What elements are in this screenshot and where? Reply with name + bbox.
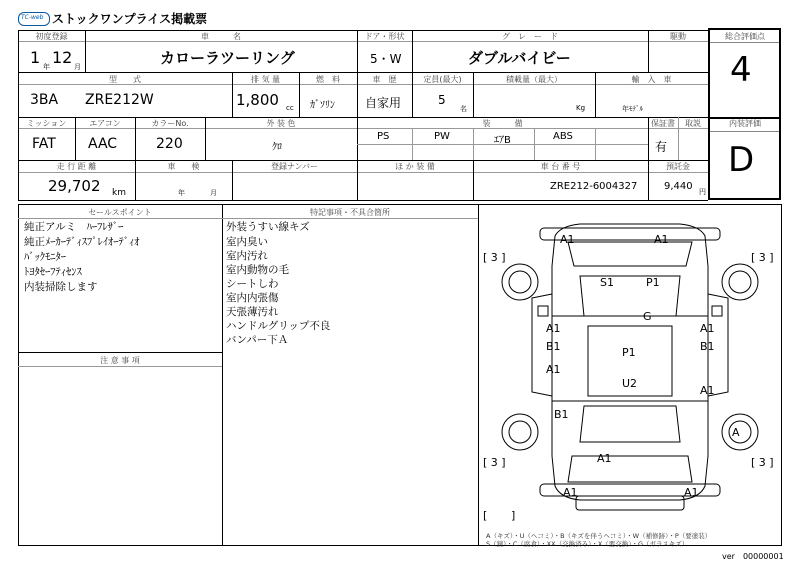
logo-text: TC-web bbox=[21, 14, 44, 21]
model-code: ZRE212W bbox=[85, 92, 154, 108]
page-title: ストックワンプライス掲載票 bbox=[52, 12, 208, 26]
damage-mark: P1 bbox=[646, 276, 660, 289]
mileage-label: 走 行 距 離 bbox=[56, 162, 97, 171]
sales-point-item: ﾊﾞｯｸﾓﾆﾀｰ bbox=[24, 251, 66, 263]
plate-label: 登録ナンバー bbox=[270, 162, 319, 171]
damage-mark: A1 bbox=[546, 322, 561, 335]
history-label: 車 歴 bbox=[372, 75, 397, 84]
aircon-value: AAC bbox=[88, 136, 118, 152]
import-model-year: 年ﾓﾃﾞﾙ bbox=[622, 105, 643, 113]
damage-mark: B1 bbox=[554, 408, 569, 421]
chassis-label: 車 台 番 号 bbox=[540, 162, 581, 171]
displacement-label: 排 気 量 bbox=[250, 75, 281, 84]
door-shape-value: 5・W bbox=[370, 52, 402, 66]
damage-mark: B1 bbox=[700, 340, 715, 353]
equipment-airbag: ｴｱB bbox=[494, 135, 511, 146]
first-reg-month: 1 bbox=[30, 48, 41, 67]
drive-label: 駆動 bbox=[670, 32, 686, 41]
bracket-label: [ 3 ] bbox=[483, 456, 506, 469]
overall-score-label: 総合評価点 bbox=[725, 32, 765, 41]
bracket-label: ] bbox=[511, 509, 516, 522]
equipment-pw: PW bbox=[434, 131, 450, 142]
special-notes-title: 特記事項・不具合箇所 bbox=[310, 208, 390, 217]
capacity-value: 5 bbox=[438, 93, 446, 107]
deposit-value: 9,440 bbox=[664, 181, 693, 192]
bracket-label: [ bbox=[483, 509, 488, 522]
model-label: 型 式 bbox=[109, 75, 141, 84]
damage-mark: A1 bbox=[684, 486, 699, 499]
capacity-label: 定員(最大) bbox=[423, 75, 462, 84]
inspection-label: 車 検 bbox=[167, 162, 200, 171]
damage-mark: S1 bbox=[600, 276, 614, 289]
car-name-label: 車 名 bbox=[201, 32, 241, 41]
fuel-label: 燃 料 bbox=[316, 75, 340, 84]
equipment-ps: PS bbox=[377, 131, 390, 142]
import-label: 輸 入 車 bbox=[631, 75, 672, 84]
damage-mark: A1 bbox=[700, 384, 715, 397]
version-label: ver 00000001 bbox=[722, 552, 784, 561]
grade-value: ダブルバイビー bbox=[468, 49, 571, 67]
inspection-month: 月 bbox=[210, 189, 217, 197]
equipment-abs: ABS bbox=[553, 131, 573, 142]
damage-mark: A1 bbox=[563, 486, 578, 499]
damage-mark: A bbox=[732, 426, 740, 439]
load-label: 積載量（最大） bbox=[506, 75, 562, 84]
deposit-unit: 円 bbox=[699, 188, 706, 196]
door-shape-label: ドア・形状 bbox=[364, 32, 405, 41]
special-note-item: 天張薄汚れ bbox=[226, 306, 279, 318]
sales-point-item: ﾄﾖﾀｾｰﾌﾃｨｾﾝｽ bbox=[24, 266, 82, 278]
damage-mark: P1 bbox=[622, 346, 636, 359]
inspection-year: 年 bbox=[178, 189, 185, 197]
sales-points-title: セールスポイント bbox=[88, 208, 152, 217]
damage-mark: A1 bbox=[700, 322, 715, 335]
car-damage-diagram bbox=[480, 206, 780, 526]
chassis-value: ZRE212-6004327 bbox=[550, 181, 638, 192]
damage-legend-line-1: A（キズ）・U（ヘコミ）・B（キズを伴うヘコミ）・W（補修跡）・P（要塗装） bbox=[486, 532, 712, 540]
capacity-unit: 名 bbox=[460, 105, 467, 113]
exterior-color-label: 外 装 色 bbox=[266, 119, 296, 128]
car-name-value: カローラツーリング bbox=[160, 49, 295, 67]
color-no-value: 220 bbox=[156, 136, 183, 152]
sales-point-item: 内装掃除します bbox=[24, 281, 98, 293]
damage-mark: A1 bbox=[560, 233, 575, 246]
sales-point-item: 純正ﾒｰｶｰﾃﾞｨｽﾌﾟﾚｲｵｰﾃﾞｨｵ bbox=[24, 236, 140, 248]
aircon-label: エアコン bbox=[89, 119, 121, 128]
logo bbox=[18, 12, 50, 26]
color-no-label: カラーNo. bbox=[151, 119, 189, 128]
first-reg-day: 12 bbox=[52, 48, 73, 67]
first-reg-year-unit: 年 bbox=[43, 63, 50, 71]
special-note-item: ハンドルグリップ不良 bbox=[226, 320, 331, 332]
special-note-item: 室内内張傷 bbox=[226, 292, 279, 304]
damage-mark: A1 bbox=[546, 363, 561, 376]
mission-value: FAT bbox=[32, 136, 56, 152]
warranty-label: 保証書 bbox=[651, 119, 675, 128]
special-note-item: 室内動物の毛 bbox=[226, 264, 289, 276]
damage-mark: G bbox=[643, 310, 652, 323]
sales-point-item: 純正アルミ ﾊｰﾌﾚｻﾞｰ bbox=[24, 221, 124, 233]
manual-label: 取説 bbox=[685, 119, 701, 128]
price-label: 預託金 bbox=[666, 162, 690, 171]
special-note-item: シートしわ bbox=[226, 278, 279, 290]
exterior-color-value: ｸﾛ bbox=[272, 142, 282, 153]
first-reg-label: 初度登録 bbox=[35, 32, 68, 41]
grade-label: グ レ ー ド bbox=[502, 32, 558, 41]
first-reg-month-unit: 月 bbox=[74, 63, 81, 71]
model-prefix: 3BA bbox=[30, 92, 59, 108]
load-unit: Kg bbox=[576, 104, 586, 112]
damage-mark: A1 bbox=[654, 233, 669, 246]
damage-mark: B1 bbox=[546, 340, 561, 353]
special-note-item: バンパー下Ａ bbox=[226, 334, 289, 346]
damage-mark: U2 bbox=[622, 377, 638, 390]
equipment-label: 装 備 bbox=[482, 119, 523, 128]
fuel-value: ｶﾞｿﾘﾝ bbox=[310, 100, 335, 111]
bracket-label: [ 3 ] bbox=[751, 251, 774, 264]
special-note-item: 室内汚れ bbox=[226, 250, 268, 262]
notes-title: 注 意 事 項 bbox=[100, 356, 140, 365]
mission-label: ミッション bbox=[26, 119, 67, 128]
displacement-value: 1,800 bbox=[236, 91, 279, 109]
history-value: 自家用 bbox=[365, 96, 402, 110]
displacement-unit: cc bbox=[286, 104, 294, 112]
interior-score-label: 内装評価 bbox=[729, 119, 761, 128]
mileage-value: 29,702 bbox=[48, 177, 101, 195]
bracket-label: [ 3 ] bbox=[751, 456, 774, 469]
damage-mark: A1 bbox=[597, 452, 612, 465]
special-note-item: 室内臭い bbox=[226, 236, 268, 248]
damage-legend-line-2: S（錆）・C（腐食）・XX（交換済み）・X（要交換）・G（ガラスキズ） bbox=[486, 540, 689, 548]
interior-score-value: D bbox=[728, 140, 755, 180]
other-equipment-label: ほ か 装 備 bbox=[395, 162, 435, 171]
mileage-unit: km bbox=[112, 188, 126, 198]
overall-score-value: 4 bbox=[730, 50, 752, 90]
warranty-value: 有 bbox=[655, 140, 668, 154]
bracket-label: [ 3 ] bbox=[483, 251, 506, 264]
special-note-item: 外装うすい線キズ bbox=[226, 221, 310, 233]
